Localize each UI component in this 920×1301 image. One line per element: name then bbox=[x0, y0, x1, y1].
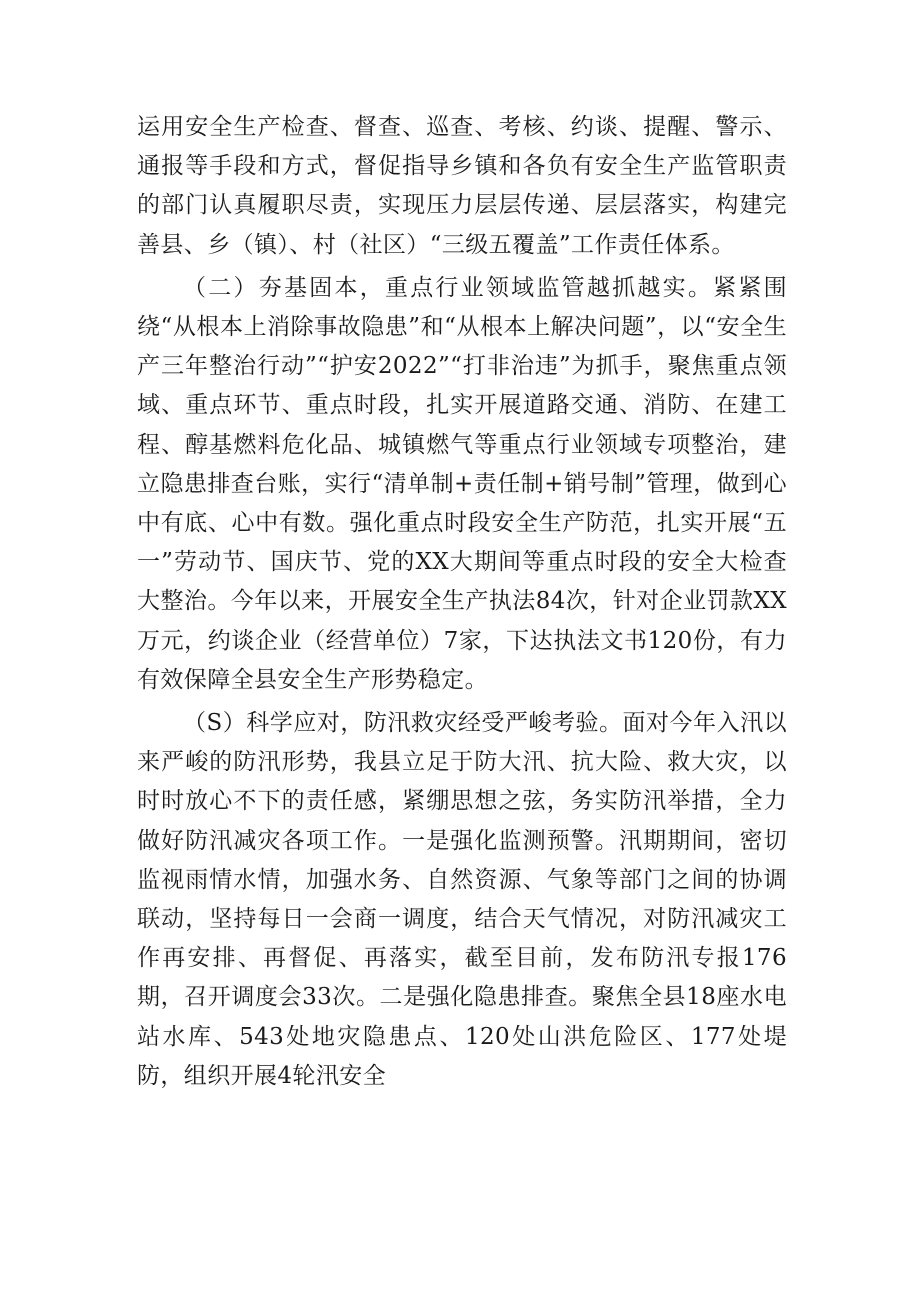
paragraph-responsibility-system: 运用安全生产检查、督查、巡查、考核、约谈、提醒、警示、通报等手段和方式，督促指导乡镇和各负有安全生产监管职责的部门认真履职尽责，实现压力层层传递、层层落实，构建完善县、乡（镇）、村（社区）“三级五覆盖”工作责任体系。 bbox=[137, 114, 787, 258]
paragraph-key-industry-supervision: （二）夯基固本，重点行业领域监管越抓越实。紧紧围绕“从根本上消除事故隐患”和“从根本上解决问题”，以“安全生产三年整治行动”“护安2022”“打非治违”为抓手，聚焦重点领域、重点环节、重点时段，扎实开展道路交通、消防、在建工程、醇基燃料危化品、城镇燃气等重点行业领域专项整治，建立隐患排查台账，实行“清单制+责任制+销号制”管理，做到心中有底、心中有数。强化重点时段安全生产防范，扎实开展“五一”劳动节、国庆节、党的XX大期间等重点时段的安全大检查大整治。今年以来，开展安全生产执法84次，针对企业罚款XX万元，约谈企业（经营单位）7家，下达执法文书120份，有力有效保障全县安全生产形势稳定。 bbox=[137, 274, 787, 693]
paragraph-flood-control: （S）科学应对，防汛救灾经受严峻考验。面对今年入汛以来严峻的防汛形势，我县立足于防大汛、抗大险、救大灾，以时时放心不下的责任感，紧绷思想之弦，务实防汛举措，全力做好防汛减灾各项工作。一是强化监测预警。汛期期间，密切监视雨情水情，加强水务、自然资源、气象等部门之间的协调联动，坚持每日一会商一调度，结合天气情况，对防汛减灾工作再安排、再督促、再落实，截至目前，发布防汛专报176期，召开调度会33次。二是强化隐患排查。聚焦全县18座水电站水库、543处地灾隐患点、120处山洪危险区、177处堤防，组织开展4轮汛安全 bbox=[137, 710, 787, 1089]
document-body bbox=[137, 108, 787, 1096]
